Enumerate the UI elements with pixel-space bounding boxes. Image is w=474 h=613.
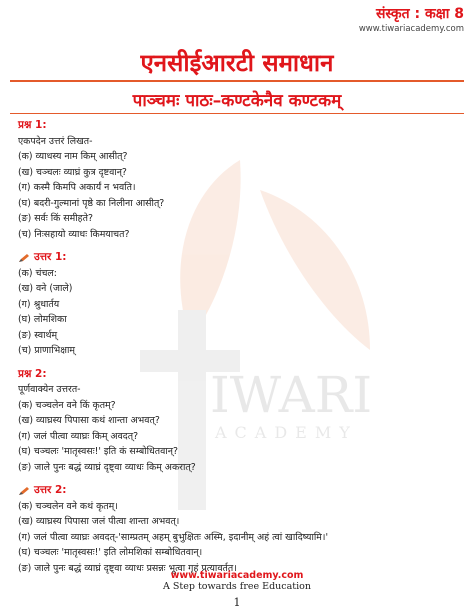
footer-tagline: A Step towards free Education (163, 581, 311, 592)
question-2-instruction: पूर्णवाक्येन उत्तरत- (18, 384, 81, 395)
question-1-item: (क) व्याधस्य नाम किम् आसीत्? (18, 151, 128, 162)
answer-1-item: (ङ) स्वार्थम् (18, 329, 58, 341)
answer-2-item: (ग) जलं पीत्वा व्याघ्रः अवदत्-'साम्प्रतम् अहम् बुभुक्षितः अस्मि, इदानीम् अहं त्वां खादिष्यामि।' (18, 531, 329, 543)
page-footer (0, 570, 474, 592)
answer-2-item: (ख) व्याघ्रस्य पिपासा जलं पीत्वा शान्ता अभवत्। (18, 516, 180, 527)
answer-2-heading: उत्तर 2: (34, 484, 67, 496)
answer-2-item: (ङ) जाले पुनः बद्धं व्याघ्रं दृष्ट्वा व्याधः प्रसन्नः भूत्वा गृहं प्रत्यावर्तत। (18, 562, 237, 574)
answer-2-item: (क) चञ्चलेन वने कथं कृतम्। (18, 500, 118, 512)
class-label: संस्कृत : कक्षा 8 (375, 6, 464, 22)
pencil-icon (18, 253, 30, 263)
answer-2-heading-row (18, 483, 468, 499)
footer-url[interactable]: www.tiwariacademy.com (170, 570, 304, 581)
chapter-divider (10, 113, 464, 114)
question-2-item: (ग) जलं पीत्वा व्याघ्रः किम् अवदत्? (18, 430, 139, 442)
answer-1-item: (ग) श्रुधार्तय (18, 298, 60, 310)
answer-2-item: (घ) चञ्चलः 'मातृस्वसः!' इति लोमशिकां सम्बोधितवान्। (18, 547, 203, 558)
question-2-item: (घ) चञ्चलः 'मातृस्वसः!' इति कं सम्बोधितवान्? (18, 446, 178, 457)
title-divider (10, 80, 464, 82)
solutions-content (18, 118, 468, 576)
question-2-item: (ङ) जाले पुनः बद्धं व्याघ्रं दृष्ट्वा व्याधः किम् अकरात्? (18, 461, 196, 473)
question-1-item: (च) निःसहायो व्याधः किमयाचत? (18, 228, 130, 240)
question-1-heading: प्रश्न 1: (18, 119, 47, 131)
answer-1-heading: उत्तर 1: (34, 251, 67, 263)
question-1-item: (ङ) सर्वः किं समीहते? (18, 213, 93, 224)
question-2-item: (क) चञ्चलेन वने किं कृतम्? (18, 399, 116, 411)
page-number: 1 (233, 596, 241, 609)
question-1-item: (ख) चञ्चलः व्याघ्रं कुत्र दृष्टवान्? (18, 166, 127, 178)
answer-1-item: (ख) वने (जाले) (18, 283, 73, 294)
question-2-item: (ख) व्याघ्रस्य पिपासा कथं शान्ता अभवत्? (18, 415, 160, 426)
chapter-title: पाञ्चमः पाठः–कण्टकेनैव कण्टकम् (132, 91, 342, 111)
answer-1-item: (च) प्राणाभिक्षाम् (18, 345, 75, 356)
answer-1-item: (क) चंचल: (18, 267, 57, 279)
question-2-heading: प्रश्न 2: (18, 367, 47, 380)
question-1-item: (घ) बदरी-गुल्मानां पृष्ठे का निलीना आसीत्? (18, 197, 165, 209)
header-url[interactable]: www.tiwariacademy.com (358, 24, 464, 34)
question-1-item: (ग) कस्मै किमपि अकार्यं न भवति। (18, 182, 136, 193)
page-title: एनसीईआरटी समाधान (140, 49, 334, 77)
question-1-instruction: एकपदेन उत्तरं लिखत- (18, 135, 93, 147)
watermark-brand-top: IWARI (210, 366, 373, 424)
answer-1-heading-row (18, 250, 468, 266)
watermark-brand-bottom: ACADEMY (215, 423, 358, 442)
answer-1-item: (घ) लोमशिका (18, 314, 67, 325)
pencil-icon (18, 486, 30, 496)
page-header (359, 4, 464, 34)
